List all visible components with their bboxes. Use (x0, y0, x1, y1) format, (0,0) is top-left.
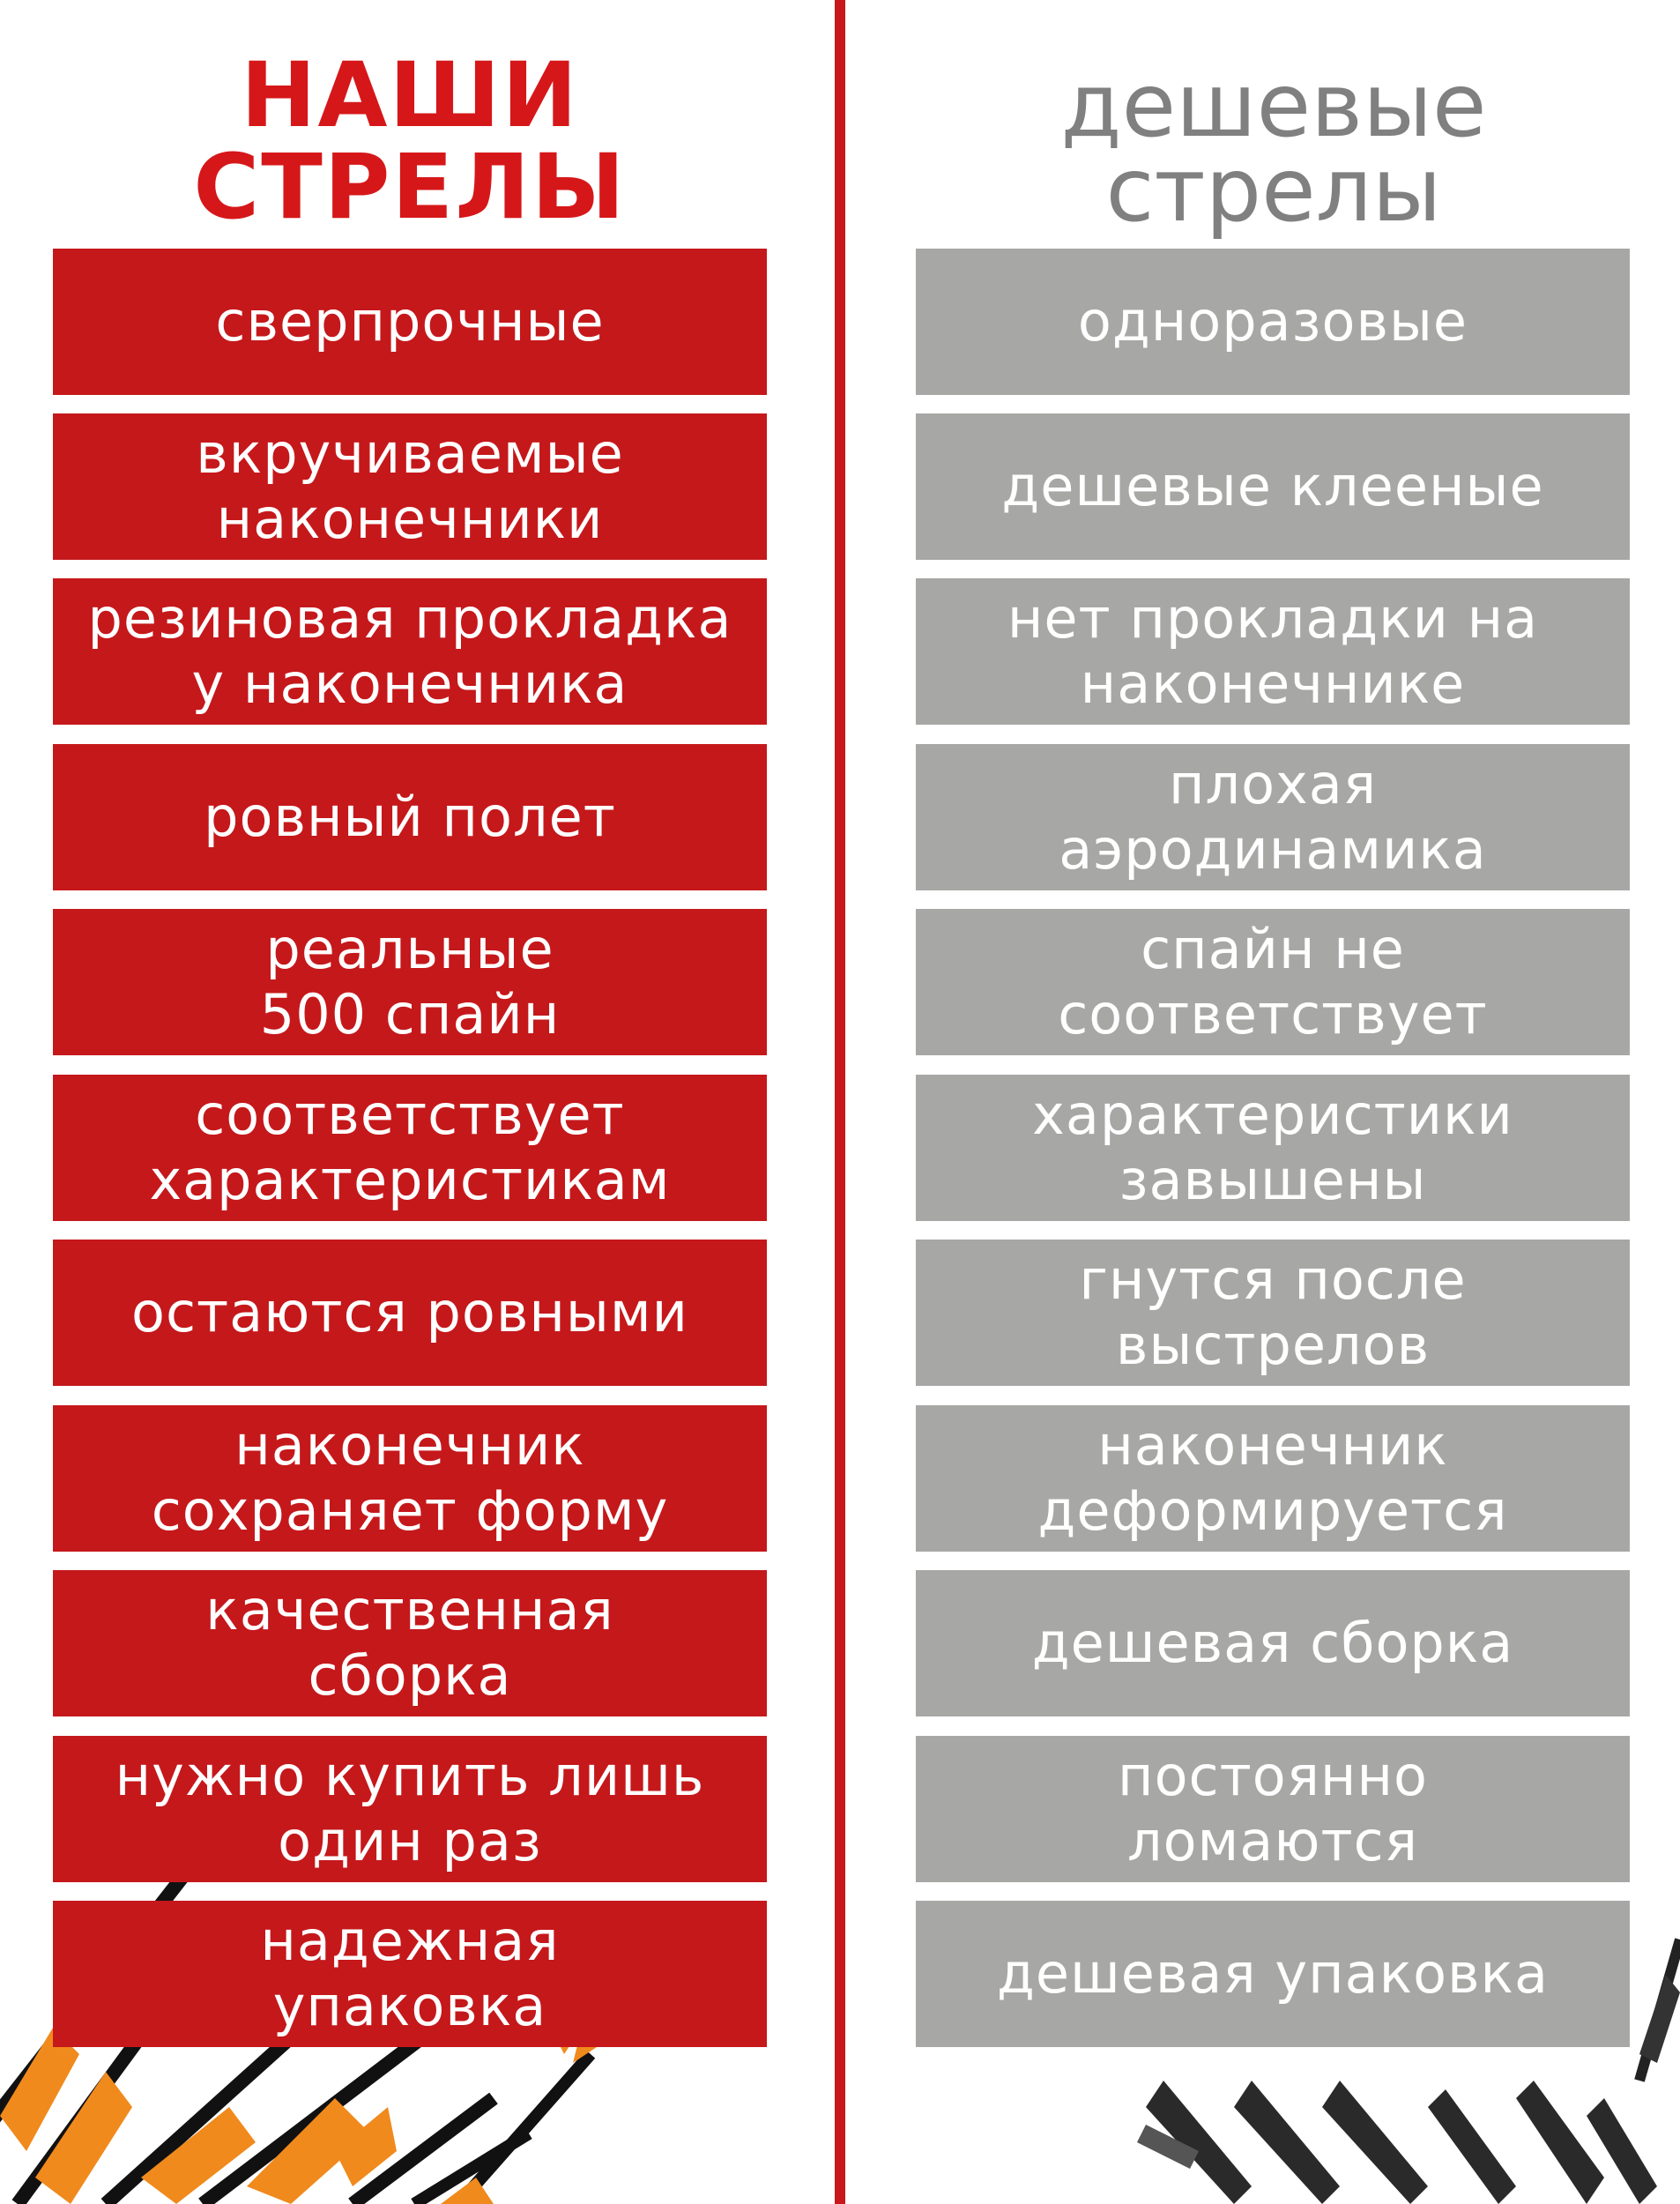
our-feature-row: нужно купить лишь один раз (53, 1736, 767, 1882)
our-arrows-title (53, 43, 767, 240)
center-divider (835, 0, 845, 2204)
cheap-arrows-title (917, 54, 1631, 242)
our-feature-row: надежная упаковка (53, 1901, 767, 2047)
our-feature-row: резиновая прокладка у наконечника (53, 578, 767, 725)
cheap-feature-row: спайн не соответствует (916, 909, 1630, 1055)
cheap-feature-row: одноразовые (916, 249, 1630, 395)
cheap-feature-row: дешевая сборка (916, 1570, 1630, 1716)
our-feature-row: соответствует характеристикам (53, 1075, 767, 1221)
cheap-feature-row: нет прокладки на наконечнике (916, 578, 1630, 725)
cheap-feature-row: постоянно ломаются (916, 1736, 1630, 1882)
our-feature-row: ровный полет (53, 744, 767, 890)
our-arrows-title-line2: СТРЕЛЫ (193, 135, 627, 240)
cheap-feature-row: дешевые клееные (916, 413, 1630, 560)
our-feature-row: наконечник сохраняет форму (53, 1405, 767, 1552)
cheap-arrows-title-line1: дешевые (1060, 54, 1487, 157)
cheap-feature-row: наконечник деформируется (916, 1405, 1630, 1552)
our-feature-row: сверпрочные (53, 249, 767, 395)
our-feature-row: реальные 500 спайн (53, 909, 767, 1055)
cheap-feature-row: плохая аэродинамика (916, 744, 1630, 890)
our-feature-row: качественная сборка (53, 1570, 767, 1716)
cheap-feature-row: характеристики завышены (916, 1075, 1630, 1221)
our-feature-row: вкручиваемые наконечники (53, 413, 767, 560)
cheap-arrows-title-line2: стрелы (1105, 138, 1442, 242)
our-feature-row: остаются ровными (53, 1240, 767, 1386)
our-arrows-title-line1: НАШИ (241, 43, 579, 148)
cheap-feature-row: гнутся после выстрелов (916, 1240, 1630, 1386)
cheap-feature-row: дешевая упаковка (916, 1901, 1630, 2047)
